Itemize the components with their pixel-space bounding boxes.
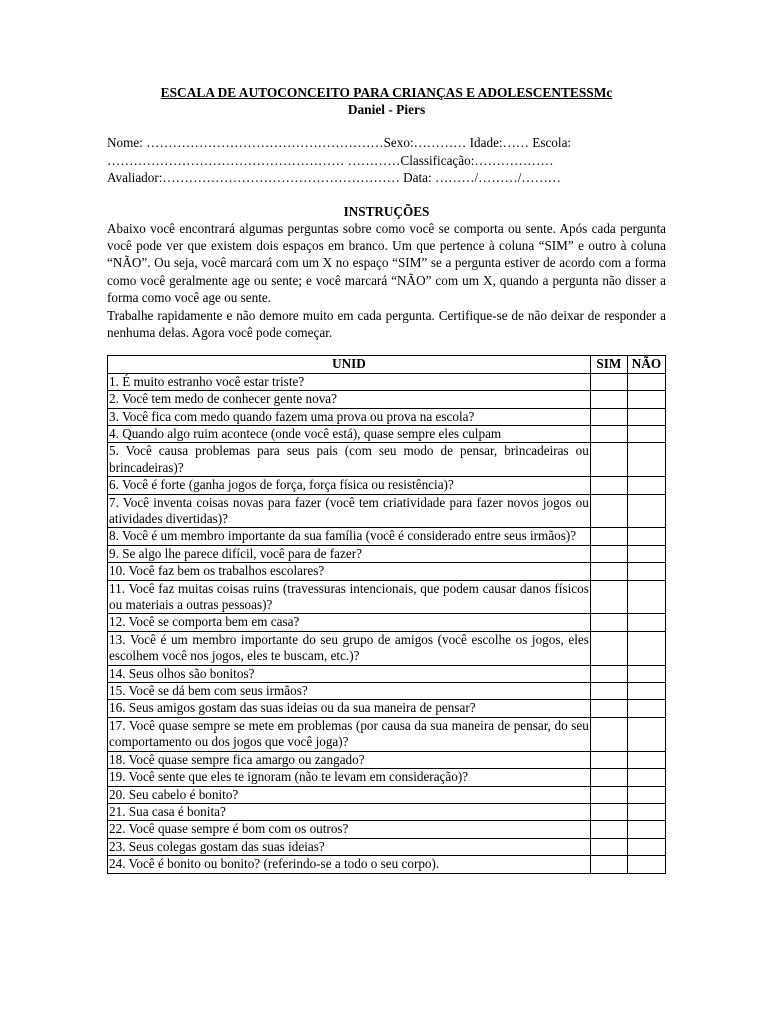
answer-cell-nao[interactable] xyxy=(627,700,665,717)
answer-cell-sim[interactable] xyxy=(590,528,627,545)
table-row xyxy=(108,683,666,700)
answer-cell-nao[interactable] xyxy=(627,494,665,528)
answer-cell-nao[interactable] xyxy=(627,769,665,786)
answer-cell-sim[interactable] xyxy=(590,717,627,751)
answer-cell-sim[interactable] xyxy=(590,631,627,665)
instructions-heading: INSTRUÇÕES xyxy=(343,203,430,219)
table-row xyxy=(108,408,666,425)
answer-cell-sim[interactable] xyxy=(590,821,627,838)
answer-cell-sim[interactable] xyxy=(590,408,627,425)
question-text: 10. Você faz bem os trabalhos escolares? xyxy=(108,563,591,580)
answer-cell-nao[interactable] xyxy=(627,425,665,442)
answer-cell-nao[interactable] xyxy=(627,683,665,700)
answer-cell-nao[interactable] xyxy=(627,821,665,838)
question-text: 21. Sua casa é bonita? xyxy=(108,803,591,820)
table-row xyxy=(108,528,666,545)
identification-form xyxy=(107,134,666,187)
answer-cell-nao[interactable] xyxy=(627,856,665,873)
table-row xyxy=(108,769,666,786)
table-row xyxy=(108,373,666,390)
question-text: 24. Você é bonito ou bonito? (referindo-se a todo o seu corpo). xyxy=(108,856,591,873)
answer-cell-sim[interactable] xyxy=(590,391,627,408)
answer-cell-sim[interactable] xyxy=(590,477,627,494)
answer-cell-sim[interactable] xyxy=(590,751,627,768)
table-row xyxy=(108,477,666,494)
table-row xyxy=(108,391,666,408)
answer-cell-sim[interactable] xyxy=(590,838,627,855)
answer-cell-sim[interactable] xyxy=(590,443,627,477)
question-text: 3. Você fica com medo quando fazem uma prova ou prova na escola? xyxy=(108,408,591,425)
answer-cell-nao[interactable] xyxy=(627,477,665,494)
question-text: 20. Seu cabelo é bonito? xyxy=(108,786,591,803)
instructions-paragraph-1: Abaixo você encontrará algumas perguntas sobre como você se comporta ou sente. Após cada pergunta você pode ver que existem dois espaços em branco. Um que pertence à coluna “SIM” e outro à coluna “NÃO”. Ou seja, você marcará com um X no espaço “SIM” se a pergunta estiver de acordo com a forma como você geralmente age ou sente; e você marcará “NÃO” com um X, quando a pergunta não disser a forma como você age ou sente. xyxy=(107,220,666,306)
column-header-sim: SIM xyxy=(590,356,627,373)
answer-cell-nao[interactable] xyxy=(627,631,665,665)
table-row xyxy=(108,856,666,873)
table-row xyxy=(108,700,666,717)
answer-cell-sim[interactable] xyxy=(590,665,627,682)
document-title: ESCALA DE AUTOCONCEITO PARA CRIANÇAS E ADOLESCENTESSMc xyxy=(160,85,613,100)
column-header-nao: NÃO xyxy=(627,356,665,373)
question-text: 1. É muito estranho você estar triste? xyxy=(108,373,591,390)
question-text: 19. Você sente que eles te ignoram (não te levam em consideração)? xyxy=(108,769,591,786)
table-row xyxy=(108,803,666,820)
answer-cell-nao[interactable] xyxy=(627,563,665,580)
answer-cell-nao[interactable] xyxy=(627,786,665,803)
question-text: 11. Você faz muitas coisas ruins (travessuras intencionais, que podem causar danos físicos ou materiais a outras pessoas)? xyxy=(109,580,589,613)
table-row xyxy=(108,443,666,477)
answer-cell-sim[interactable] xyxy=(590,700,627,717)
table-row xyxy=(108,580,666,614)
document-subtitle: Daniel - Piers xyxy=(347,102,426,117)
answer-cell-sim[interactable] xyxy=(590,373,627,390)
table-row xyxy=(108,786,666,803)
answer-cell-nao[interactable] xyxy=(627,443,665,477)
answer-cell-nao[interactable] xyxy=(627,528,665,545)
answer-cell-sim[interactable] xyxy=(590,803,627,820)
table-row xyxy=(108,751,666,768)
answer-cell-nao[interactable] xyxy=(627,751,665,768)
answer-cell-sim[interactable] xyxy=(590,563,627,580)
form-line-classification: ……………………………………………… …………Classificação:……………… xyxy=(107,152,554,168)
table-row xyxy=(108,614,666,631)
table-row xyxy=(108,631,666,665)
table-row xyxy=(108,494,666,528)
question-text: 6. Você é forte (ganha jogos de força, força física ou resistência)? xyxy=(108,477,591,494)
question-text: 15. Você se dá bem com seus irmãos? xyxy=(108,683,591,700)
answer-cell-sim[interactable] xyxy=(590,494,627,528)
answer-cell-nao[interactable] xyxy=(627,838,665,855)
table-row xyxy=(108,665,666,682)
table-row xyxy=(108,563,666,580)
table-row xyxy=(108,838,666,855)
answer-cell-sim[interactable] xyxy=(590,769,627,786)
question-text: 9. Se algo lhe parece difícil, você para de fazer? xyxy=(108,545,591,562)
question-text: 18. Você quase sempre fica amargo ou zangado? xyxy=(108,751,591,768)
answer-cell-nao[interactable] xyxy=(627,717,665,751)
questionnaire-body xyxy=(108,373,666,873)
table-row xyxy=(108,425,666,442)
table-row xyxy=(108,717,666,751)
question-text: 5. Você causa problemas para seus pais (com seu modo de pensar, brincadeiras ou brincadeiras)? xyxy=(109,443,589,475)
question-text: 23. Seus colegas gostam das suas ideias? xyxy=(108,838,591,855)
answer-cell-sim[interactable] xyxy=(590,856,627,873)
document-page xyxy=(107,84,666,874)
question-text: 4. Quando algo ruim acontece (onde você está), quase sempre eles culpam xyxy=(108,425,591,442)
question-text: 14. Seus olhos são bonitos? xyxy=(108,665,591,682)
table-header-row xyxy=(108,356,666,373)
answer-cell-nao[interactable] xyxy=(627,614,665,631)
question-text: 12. Você se comporta bem em casa? xyxy=(108,614,591,631)
table-row xyxy=(108,821,666,838)
answer-cell-nao[interactable] xyxy=(627,545,665,562)
question-text: 13. Você é um membro importante do seu grupo de amigos (você escolhe os jogos, eles escolhem você nos jogos, eles te buscam, etc.)? xyxy=(109,631,589,664)
table-row xyxy=(108,545,666,562)
answer-cell-nao[interactable] xyxy=(627,580,665,614)
question-text: 2. Você tem medo de conhecer gente nova? xyxy=(108,391,591,408)
instructions-paragraph-2: Trabalhe rapidamente e não demore muito em cada pergunta. Certifique-se de não deixar de responder a nenhuma delas. Agora você pode começar. xyxy=(107,307,666,340)
answer-cell-sim[interactable] xyxy=(590,580,627,614)
answer-cell-nao[interactable] xyxy=(627,408,665,425)
answer-cell-sim[interactable] xyxy=(590,683,627,700)
question-text: 17. Você quase sempre se mete em problemas (por causa da sua maneira de pensar, do seu comportamento ou dos jogos que você joga)? xyxy=(109,717,589,750)
form-line-name: Nome: ………………………………………………Sexo:………… Idade:…… Escola: xyxy=(107,135,572,150)
form-line-evaluator: Avaliador:……………………………………………… Data: ………/………/……… xyxy=(107,170,561,185)
answer-cell-nao[interactable] xyxy=(627,665,665,682)
answer-cell-nao[interactable] xyxy=(627,803,665,820)
answer-cell-nao[interactable] xyxy=(627,373,665,390)
column-header-unid: UNID xyxy=(108,356,591,373)
question-text: 7. Você inventa coisas novas para fazer (você tem criatividade para fazer novos jogos ou atividades divertidas)? xyxy=(109,494,589,526)
answer-cell-sim[interactable] xyxy=(590,614,627,631)
question-text: 8. Você é um membro importante da sua família (você é considerado entre seus irmãos)? xyxy=(108,528,591,545)
answer-cell-sim[interactable] xyxy=(590,545,627,562)
answer-cell-sim[interactable] xyxy=(590,425,627,442)
questionnaire-table xyxy=(107,355,666,873)
question-text: 16. Seus amigos gostam das suas ideias ou da sua maneira de pensar? xyxy=(108,700,591,717)
answer-cell-sim[interactable] xyxy=(590,786,627,803)
question-text: 22. Você quase sempre é bom com os outros? xyxy=(108,821,591,838)
answer-cell-nao[interactable] xyxy=(627,391,665,408)
